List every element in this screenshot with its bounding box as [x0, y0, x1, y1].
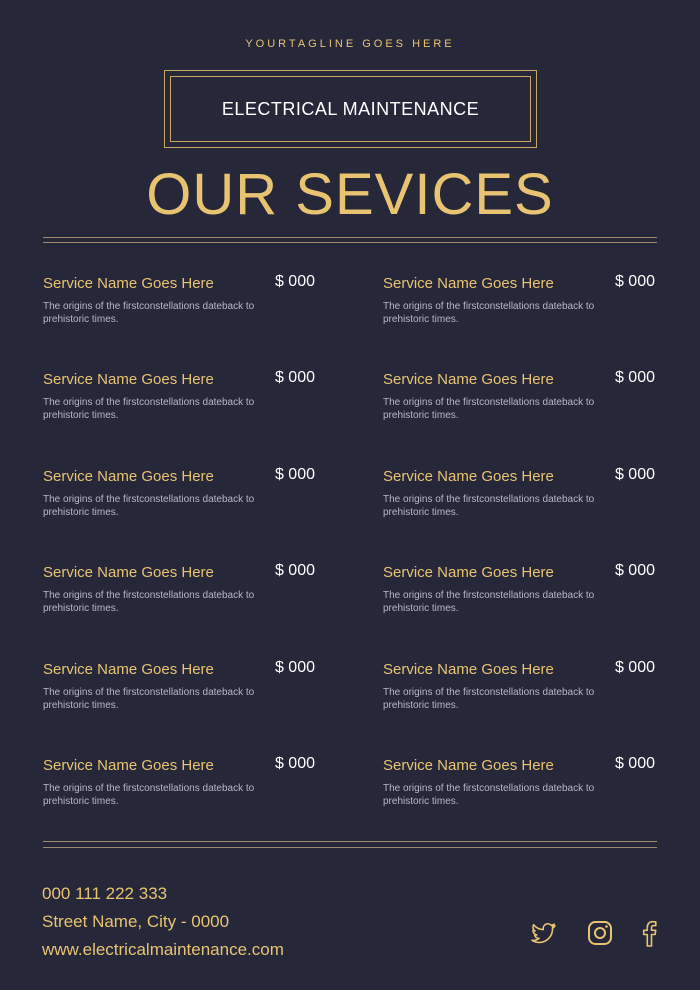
bottom-divider-2 — [43, 847, 657, 848]
service-name: Service Name Goes Here — [43, 757, 214, 774]
service-name: Service Name Goes Here — [43, 371, 214, 388]
service-price: $ 000 — [614, 659, 655, 676]
service-description: The origins of the firstconstellations dateback to prehistoric times. — [43, 494, 255, 518]
service-description: The origins of the firstconstellations dateback to prehistoric times. — [43, 590, 255, 614]
service-name: Service Name Goes Here — [383, 468, 554, 485]
service-description: The origins of the firstconstellations dateback to prehistoric times. — [43, 397, 255, 421]
service-description: The origins of the firstconstellations dateback to prehistoric times. — [383, 494, 595, 518]
service-name: Service Name Goes Here — [383, 275, 554, 292]
bottom-divider-1 — [43, 841, 657, 842]
service-price: $ 000 — [274, 562, 315, 579]
service-price: $ 000 — [614, 755, 655, 772]
service-price: $ 000 — [274, 369, 315, 386]
service-description: The origins of the firstconstellations dateback to prehistoric times. — [383, 397, 595, 421]
service-name: Service Name Goes Here — [43, 468, 214, 485]
service-description: The origins of the firstconstellations dateback to prehistoric times. — [43, 687, 255, 711]
service-name: Service Name Goes Here — [383, 757, 554, 774]
service-price: $ 000 — [274, 755, 315, 772]
service-price: $ 000 — [614, 466, 655, 483]
phone-number: 000 111 222 333 — [42, 884, 168, 903]
twitter-icon[interactable] — [529, 918, 559, 948]
service-price: $ 000 — [614, 369, 655, 386]
title-text: ELECTRICAL MAINTENANCE — [170, 76, 531, 142]
service-description: The origins of the firstconstellations dateback to prehistoric times. — [383, 590, 595, 614]
facebook-icon[interactable] — [634, 918, 664, 948]
service-description: The origins of the firstconstellations dateback to prehistoric times. — [43, 301, 255, 325]
service-description: The origins of the firstconstellations dateback to prehistoric times. — [383, 301, 595, 325]
service-price: $ 000 — [614, 562, 655, 579]
tagline: YOURTAGLINE GOES HERE — [245, 38, 455, 50]
title-frame — [164, 70, 537, 148]
page-headline: OUR SEVICES — [146, 162, 554, 227]
service-name: Service Name Goes Here — [383, 564, 554, 581]
service-name: Service Name Goes Here — [43, 661, 214, 678]
service-price: $ 000 — [274, 466, 315, 483]
service-description: The origins of the firstconstellations dateback to prehistoric times. — [383, 783, 595, 807]
website-link[interactable]: www.electricalmaintenance.com — [42, 940, 284, 959]
service-name: Service Name Goes Here — [43, 564, 214, 581]
instagram-icon[interactable] — [585, 918, 615, 948]
service-price: $ 000 — [614, 273, 655, 290]
street-address: Street Name, City - 0000 — [42, 912, 230, 931]
top-divider-1 — [43, 237, 657, 238]
service-description: The origins of the firstconstellations dateback to prehistoric times. — [383, 687, 595, 711]
service-name: Service Name Goes Here — [383, 371, 554, 388]
top-divider-2 — [43, 242, 657, 243]
service-name: Service Name Goes Here — [43, 275, 214, 292]
service-price: $ 000 — [274, 659, 315, 676]
service-description: The origins of the firstconstellations dateback to prehistoric times. — [43, 783, 255, 807]
service-name: Service Name Goes Here — [383, 661, 554, 678]
service-price: $ 000 — [274, 273, 315, 290]
